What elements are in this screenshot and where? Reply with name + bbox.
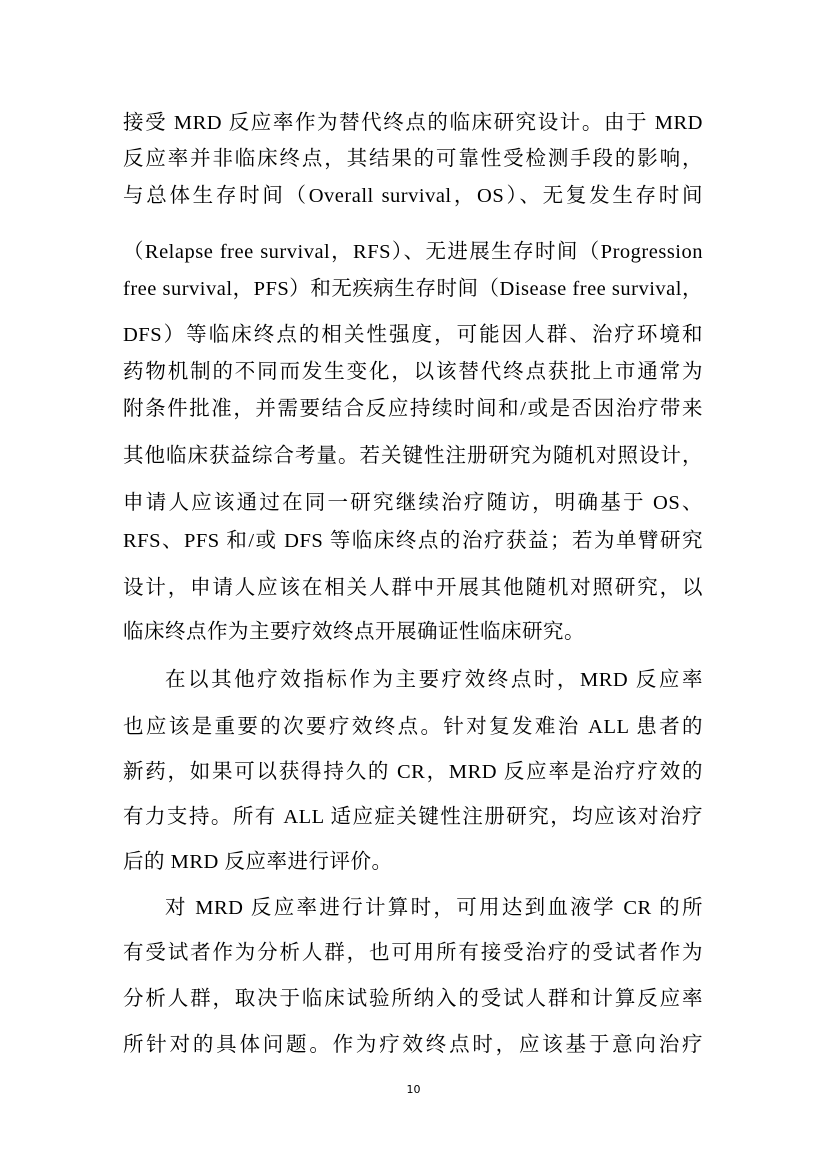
text-line: 所针对的具体问题。作为疗效终点时，应该基于意向治疗 [123, 1034, 703, 1056]
text-line: 后的 MRD 反应率进行评价。 [123, 851, 393, 873]
text-line: 临床终点作为主要疗效终点开展确证性临床研究。 [123, 621, 585, 643]
text-line: RFS、PFS 和/或 DFS 等临床终点的治疗获益；若为单臂研究 [123, 530, 703, 552]
text-line: free survival，PFS）和无疾病生存时间（Disease free survival， [123, 278, 703, 300]
text-line: 设计，申请人应该在相关人群中开展其他随机对照研究，以 [123, 577, 703, 599]
text-line: 与总体生存时间（Overall survival，OS）、无复发生存时间 [123, 185, 703, 207]
text-line: 反应率并非临床终点，其结果的可靠性受检测手段的影响， [123, 148, 703, 170]
text-line: 分析人群，取决于临床试验所纳入的受试人群和计算反应率 [123, 988, 703, 1010]
text-line: 有力支持。所有 ALL 适应症关键性注册研究，均应该对治疗 [123, 806, 703, 828]
text-line: 有受试者作为分析人群，也可用所有接受治疗的受试者作为 [123, 942, 703, 964]
text-line: 药物机制的不同而发生变化，以该替代终点获批上市通常为 [123, 361, 703, 383]
text-line: 接受 MRD 反应率作为替代终点的临床研究设计。由于 MRD [123, 112, 703, 134]
text-line: （Relapse free survival，RFS）、无进展生存时间（Progression [123, 241, 703, 263]
text-line: 新药，如果可以获得持久的 CR，MRD 反应率是治疗疗效的 [123, 761, 703, 783]
paragraph-first-line: 对 MRD 反应率进行计算时，可用达到血液学 CR 的所 [165, 897, 703, 919]
paragraph-first-line: 在以其他疗效指标作为主要疗效终点时，MRD 反应率 [165, 669, 703, 691]
text-line: 申请人应该通过在同一研究继续治疗随访，明确基于 OS、 [123, 492, 703, 514]
text-line: 附条件批准，并需要结合反应持续时间和/或是否因治疗带来 [123, 398, 703, 420]
text-line: DFS）等临床终点的相关性强度，可能因人群、治疗环境和 [123, 324, 703, 346]
text-line: 其他临床获益综合考量。若关键性注册研究为随机对照设计， [123, 445, 703, 467]
page-number: 10 [406, 1083, 421, 1096]
text-line: 也应该是重要的次要疗效终点。针对复发难治 ALL 患者的 [123, 716, 703, 738]
